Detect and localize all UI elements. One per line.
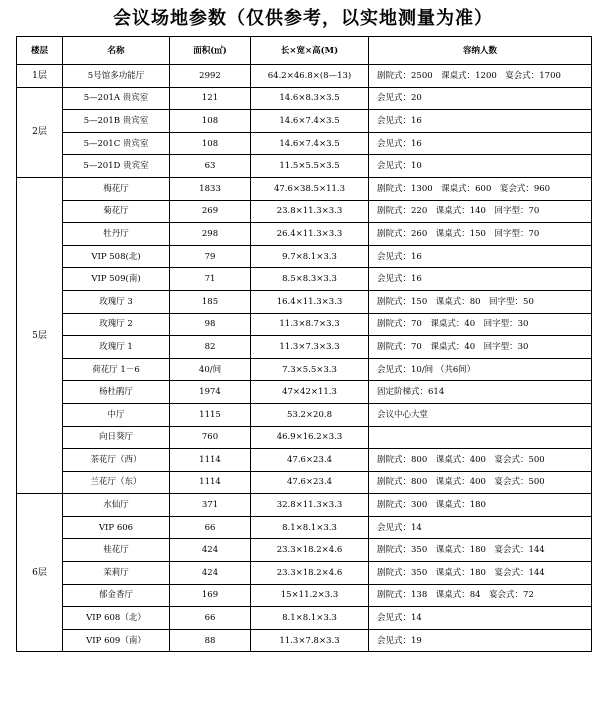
venue-name: VIP 609（南） xyxy=(63,629,170,652)
venue-capacity: 固定阶梯式：614 xyxy=(369,381,592,404)
venue-area: 1115 xyxy=(170,403,251,426)
venue-area: 71 xyxy=(170,268,251,291)
venue-capacity: 会见式：14 xyxy=(369,607,592,630)
venue-name: VIP 608（北） xyxy=(63,607,170,630)
venue-area: 66 xyxy=(170,607,251,630)
table-row xyxy=(17,494,592,517)
table-row xyxy=(17,381,592,404)
table-row xyxy=(17,132,592,155)
venue-name: 5—201D 贵宾室 xyxy=(63,155,170,178)
floor-label: 1层 xyxy=(17,65,63,88)
venue-dimensions: 47×42×11.3 xyxy=(251,381,369,404)
table-row xyxy=(17,65,592,88)
header-floor: 楼层 xyxy=(17,37,63,65)
venue-name: 5—201C 贵宾室 xyxy=(63,132,170,155)
venue-dimensions: 11.3×7.3×3.3 xyxy=(251,336,369,359)
table-row xyxy=(17,426,592,449)
table-row xyxy=(17,584,592,607)
venue-name: 茉莉厅 xyxy=(63,562,170,585)
venue-name: 郁金香厅 xyxy=(63,584,170,607)
venue-dimensions: 14.6×8.3×3.5 xyxy=(251,87,369,110)
header-dimensions: 长×宽×高(M) xyxy=(251,37,369,65)
venue-table xyxy=(16,36,592,652)
floor-label: 5层 xyxy=(17,177,63,493)
venue-name: 梅花厅 xyxy=(63,177,170,200)
venue-dimensions: 23.3×18.2×4.6 xyxy=(251,562,369,585)
venue-area: 66 xyxy=(170,516,251,539)
table-row xyxy=(17,607,592,630)
venue-dimensions: 9.7×8.1×3.3 xyxy=(251,245,369,268)
venue-area: 63 xyxy=(170,155,251,178)
venue-dimensions: 47.6×38.5×11.3 xyxy=(251,177,369,200)
venue-capacity: 会议中心大堂 xyxy=(369,403,592,426)
venue-table-body xyxy=(17,65,592,652)
venue-capacity: 会见式：16 xyxy=(369,245,592,268)
venue-area: 79 xyxy=(170,245,251,268)
venue-name: 5—201B 贵宾室 xyxy=(63,110,170,133)
venue-area: 1974 xyxy=(170,381,251,404)
venue-capacity: 剧院式：220 课桌式：140 回字型：70 xyxy=(369,200,592,223)
table-row xyxy=(17,403,592,426)
venue-capacity: 剧院式：150 课桌式：80 回字型：50 xyxy=(369,290,592,313)
venue-area: 82 xyxy=(170,336,251,359)
venue-dimensions: 15×11.2×3.3 xyxy=(251,584,369,607)
venue-dimensions: 14.6×7.4×3.5 xyxy=(251,110,369,133)
venue-area: 424 xyxy=(170,539,251,562)
venue-dimensions: 23.3×18.2×4.6 xyxy=(251,539,369,562)
venue-capacity: 会见式：10 xyxy=(369,155,592,178)
venue-name: 5号馆多功能厅 xyxy=(63,65,170,88)
floor-label: 2层 xyxy=(17,87,63,177)
venue-dimensions: 7.3×5.5×3.3 xyxy=(251,358,369,381)
header-area: 面积(㎡) xyxy=(170,37,251,65)
venue-dimensions: 23.8×11.3×3.3 xyxy=(251,200,369,223)
venue-capacity: 会见式：20 xyxy=(369,87,592,110)
venue-area: 1114 xyxy=(170,471,251,494)
table-row xyxy=(17,223,592,246)
venue-capacity: 剧院式：260 课桌式：150 回字型：70 xyxy=(369,223,592,246)
venue-dimensions: 8.5×8.3×3.3 xyxy=(251,268,369,291)
venue-area: 98 xyxy=(170,313,251,336)
venue-capacity: 会见式：19 xyxy=(369,629,592,652)
venue-dimensions: 47.6×23.4 xyxy=(251,471,369,494)
venue-name: 荷花厅 1－6 xyxy=(63,358,170,381)
venue-name: 茶花厅（西） xyxy=(63,449,170,472)
venue-name: 向日葵厅 xyxy=(63,426,170,449)
venue-name: 5—201A 贵宾室 xyxy=(63,87,170,110)
venue-dimensions: 64.2×46.8×(8—13) xyxy=(251,65,369,88)
venue-name: 杨杜鹃厅 xyxy=(63,381,170,404)
venue-dimensions: 53.2×20.8 xyxy=(251,403,369,426)
venue-name: VIP 508(北) xyxy=(63,245,170,268)
venue-capacity: 会见式：14 xyxy=(369,516,592,539)
table-row xyxy=(17,290,592,313)
venue-capacity: 会见式：16 xyxy=(369,110,592,133)
venue-dimensions: 11.5×5.5×3.5 xyxy=(251,155,369,178)
venue-dimensions: 11.3×7.8×3.3 xyxy=(251,629,369,652)
table-row xyxy=(17,539,592,562)
venue-capacity: 剧院式：70 课桌式：40 回字型：30 xyxy=(369,336,592,359)
venue-capacity: 会见式：10/间 （共6间） xyxy=(369,358,592,381)
table-row xyxy=(17,358,592,381)
venue-area: 760 xyxy=(170,426,251,449)
venue-dimensions: 14.6×7.4×3.5 xyxy=(251,132,369,155)
venue-capacity xyxy=(369,426,592,449)
table-row xyxy=(17,245,592,268)
table-row xyxy=(17,87,592,110)
venue-dimensions: 32.8×11.3×3.3 xyxy=(251,494,369,517)
venue-capacity: 剧院式：800 课桌式：400 宴会式：500 xyxy=(369,449,592,472)
table-row xyxy=(17,629,592,652)
venue-area: 371 xyxy=(170,494,251,517)
venue-area: 298 xyxy=(170,223,251,246)
venue-area: 121 xyxy=(170,87,251,110)
venue-name: 水仙厅 xyxy=(63,494,170,517)
venue-dimensions: 26.4×11.3×3.3 xyxy=(251,223,369,246)
venue-dimensions: 47.6×23.4 xyxy=(251,449,369,472)
venue-capacity: 会见式：16 xyxy=(369,132,592,155)
venue-capacity: 剧院式：138 课桌式：84 宴会式：72 xyxy=(369,584,592,607)
venue-name: 兰花厅（东） xyxy=(63,471,170,494)
table-row xyxy=(17,200,592,223)
venue-capacity: 剧院式：350 课桌式：180 宴会式：144 xyxy=(369,539,592,562)
table-row xyxy=(17,336,592,359)
venue-area: 108 xyxy=(170,110,251,133)
venue-area: 1833 xyxy=(170,177,251,200)
table-row xyxy=(17,562,592,585)
venue-name: 牡丹厅 xyxy=(63,223,170,246)
venue-name: VIP 509(南) xyxy=(63,268,170,291)
venue-name: VIP 606 xyxy=(63,516,170,539)
venue-name: 中厅 xyxy=(63,403,170,426)
header-name: 名称 xyxy=(63,37,170,65)
venue-dimensions: 8.1×8.1×3.3 xyxy=(251,516,369,539)
page-title: 会议场地参数（仅供参考，以实地测量为准） xyxy=(113,8,493,29)
venue-capacity: 剧院式：800 课桌式：400 宴会式：500 xyxy=(369,471,592,494)
venue-area: 185 xyxy=(170,290,251,313)
venue-area: 2992 xyxy=(170,65,251,88)
table-row xyxy=(17,110,592,133)
venue-area: 1114 xyxy=(170,449,251,472)
venue-name: 玫瑰厅 3 xyxy=(63,290,170,313)
venue-area: 269 xyxy=(170,200,251,223)
venue-capacity: 剧院式：1300 课桌式：600 宴会式：960 xyxy=(369,177,592,200)
table-row xyxy=(17,313,592,336)
venue-capacity: 剧院式：2500 课桌式：1200 宴会式：1700 xyxy=(369,65,592,88)
venue-capacity: 会见式：16 xyxy=(369,268,592,291)
header-row xyxy=(17,37,592,65)
venue-dimensions: 46.9×16.2×3.3 xyxy=(251,426,369,449)
venue-area: 424 xyxy=(170,562,251,585)
table-row xyxy=(17,177,592,200)
venue-area: 88 xyxy=(170,629,251,652)
venue-capacity: 剧院式：300 课桌式：180 xyxy=(369,494,592,517)
table-row xyxy=(17,155,592,178)
table-row xyxy=(17,471,592,494)
venue-area: 40/间 xyxy=(170,358,251,381)
venue-capacity: 剧院式：350 课桌式：180 宴会式：144 xyxy=(369,562,592,585)
venue-area: 169 xyxy=(170,584,251,607)
venue-name: 玫瑰厅 2 xyxy=(63,313,170,336)
venue-name: 菊花厅 xyxy=(63,200,170,223)
venue-dimensions: 8.1×8.1×3.3 xyxy=(251,607,369,630)
venue-capacity: 剧院式：70 课桌式：40 回字型：30 xyxy=(369,313,592,336)
floor-label: 6层 xyxy=(17,494,63,652)
venue-dimensions: 16.4×11.3×3.3 xyxy=(251,290,369,313)
venue-name: 桂花厅 xyxy=(63,539,170,562)
venue-dimensions: 11.3×8.7×3.3 xyxy=(251,313,369,336)
table-row xyxy=(17,516,592,539)
venue-area: 108 xyxy=(170,132,251,155)
table-row xyxy=(17,268,592,291)
header-capacity: 容纳人数 xyxy=(369,37,592,65)
venue-name: 玫瑰厅 1 xyxy=(63,336,170,359)
table-row xyxy=(17,449,592,472)
